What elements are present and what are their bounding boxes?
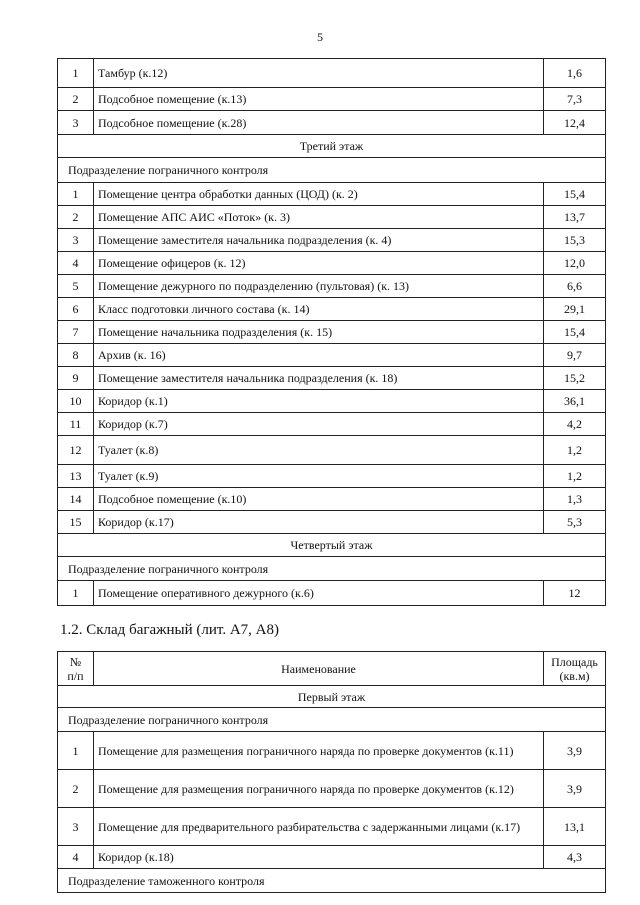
room-name: Помещение заместителя начальника подразделения (к. 4)	[94, 229, 544, 252]
subdivision-heading-row	[58, 557, 606, 581]
room-name: Помещение оперативного дежурного (к.6)	[94, 581, 544, 606]
row-number: 2	[58, 88, 94, 111]
rooms-table-baggage-warehouse	[57, 651, 606, 893]
room-name: Помещение центра обработки данных (ЦОД) (к. 2)	[94, 183, 544, 206]
floor-heading: Первый этаж	[58, 686, 606, 708]
room-name: Помещение для размещения пограничного наряда по проверке документов (к.11)	[94, 732, 544, 770]
row-number: 1	[58, 732, 94, 770]
room-name: Помещение для размещения пограничного наряда по проверке документов (к.12)	[94, 770, 544, 808]
room-area: 9,7	[544, 344, 606, 367]
room-area: 15,2	[544, 367, 606, 390]
room-name: Класс подготовки личного состава (к. 14)	[94, 298, 544, 321]
room-name: Подсобное помещение (к.10)	[94, 488, 544, 511]
table-row	[58, 581, 606, 606]
row-number: 2	[58, 770, 94, 808]
room-name: Подсобное помещение (к.28)	[94, 111, 544, 135]
header-name: Наименование	[94, 652, 544, 686]
table-row	[58, 344, 606, 367]
room-area: 6,6	[544, 275, 606, 298]
row-number: 5	[58, 275, 94, 298]
room-name: Тамбур (к.12)	[94, 59, 544, 88]
room-name: Помещение офицеров (к. 12)	[94, 252, 544, 275]
floor-heading: Третий этаж	[58, 135, 606, 158]
room-area: 3,9	[544, 732, 606, 770]
room-name: Помещение заместителя начальника подразделения (к. 18)	[94, 367, 544, 390]
room-area: 3,9	[544, 770, 606, 808]
room-area: 1,2	[544, 436, 606, 465]
row-number: 9	[58, 367, 94, 390]
table-row	[58, 88, 606, 111]
room-area: 4,3	[544, 846, 606, 869]
row-number: 15	[58, 511, 94, 534]
row-number: 4	[58, 846, 94, 869]
row-number: 4	[58, 252, 94, 275]
table-row	[58, 229, 606, 252]
room-area: 7,3	[544, 88, 606, 111]
table-row	[58, 252, 606, 275]
header-area: Площадь (кв.м)	[544, 652, 606, 686]
floor-heading-row	[58, 534, 606, 557]
room-name: Помещение АПС АИС «Поток» (к. 3)	[94, 206, 544, 229]
table-header-row	[58, 652, 606, 686]
table-row	[58, 275, 606, 298]
room-name: Архив (к. 16)	[94, 344, 544, 367]
room-area: 1,2	[544, 465, 606, 488]
floor-heading: Четвертый этаж	[58, 534, 606, 557]
row-number: 1	[58, 183, 94, 206]
subdivision-heading: Подразделение пограничного контроля	[58, 708, 606, 732]
room-area: 12,4	[544, 111, 606, 135]
row-number: 1	[58, 581, 94, 606]
room-area: 4,2	[544, 413, 606, 436]
row-number: 10	[58, 390, 94, 413]
table-row	[58, 808, 606, 846]
table-row	[58, 183, 606, 206]
room-area: 5,3	[544, 511, 606, 534]
row-number: 13	[58, 465, 94, 488]
subdivision-heading-row	[58, 869, 606, 893]
room-area: 12	[544, 581, 606, 606]
table-row	[58, 732, 606, 770]
table-row	[58, 59, 606, 88]
room-area: 15,4	[544, 183, 606, 206]
table-row	[58, 321, 606, 344]
table-row	[58, 390, 606, 413]
table-row	[58, 298, 606, 321]
room-area: 15,3	[544, 229, 606, 252]
table-row	[58, 488, 606, 511]
floor-heading-row	[58, 135, 606, 158]
room-area: 36,1	[544, 390, 606, 413]
row-number: 3	[58, 808, 94, 846]
row-number: 3	[58, 229, 94, 252]
room-area: 1,6	[544, 59, 606, 88]
table-row	[58, 413, 606, 436]
room-area: 15,4	[544, 321, 606, 344]
row-number: 6	[58, 298, 94, 321]
table-row	[58, 436, 606, 465]
subdivision-heading: Подразделение пограничного контроля	[58, 557, 606, 581]
table-row	[58, 846, 606, 869]
room-name: Помещение начальника подразделения (к. 15)	[94, 321, 544, 344]
row-number: 8	[58, 344, 94, 367]
table-row	[58, 206, 606, 229]
room-name: Коридор (к.7)	[94, 413, 544, 436]
table-row	[58, 367, 606, 390]
rooms-table-main-building	[57, 58, 606, 606]
page-number: 5	[317, 30, 323, 44]
room-area: 13,7	[544, 206, 606, 229]
row-number: 1	[58, 59, 94, 88]
subdivision-heading: Подразделение таможенного контроля	[58, 869, 606, 893]
room-name: Туалет (к.8)	[94, 436, 544, 465]
subdivision-heading-row	[58, 708, 606, 732]
row-number: 12	[58, 436, 94, 465]
room-area: 13,1	[544, 808, 606, 846]
room-name: Помещение дежурного по подразделению (пультовая) (к. 13)	[94, 275, 544, 298]
row-number: 3	[58, 111, 94, 135]
section-title: 1.2. Склад багажный (лит. А7, А8)	[60, 622, 280, 638]
subdivision-heading-row	[58, 158, 606, 183]
header-number: № п/п	[58, 652, 94, 686]
room-name: Туалет (к.9)	[94, 465, 544, 488]
table-row	[58, 770, 606, 808]
room-name: Коридор (к.1)	[94, 390, 544, 413]
room-area: 1,3	[544, 488, 606, 511]
room-name: Коридор (к.18)	[94, 846, 544, 869]
row-number: 2	[58, 206, 94, 229]
room-area: 12,0	[544, 252, 606, 275]
table-row	[58, 465, 606, 488]
room-name: Коридор (к.17)	[94, 511, 544, 534]
row-number: 7	[58, 321, 94, 344]
row-number: 14	[58, 488, 94, 511]
row-number: 11	[58, 413, 94, 436]
subdivision-heading: Подразделение пограничного контроля	[58, 158, 606, 183]
room-name: Подсобное помещение (к.13)	[94, 88, 544, 111]
floor-heading-row	[58, 686, 606, 708]
room-name: Помещение для предварительного разбирательства с задержанными лицами (к.17)	[94, 808, 544, 846]
room-area: 29,1	[544, 298, 606, 321]
table-row	[58, 511, 606, 534]
table-row	[58, 111, 606, 135]
